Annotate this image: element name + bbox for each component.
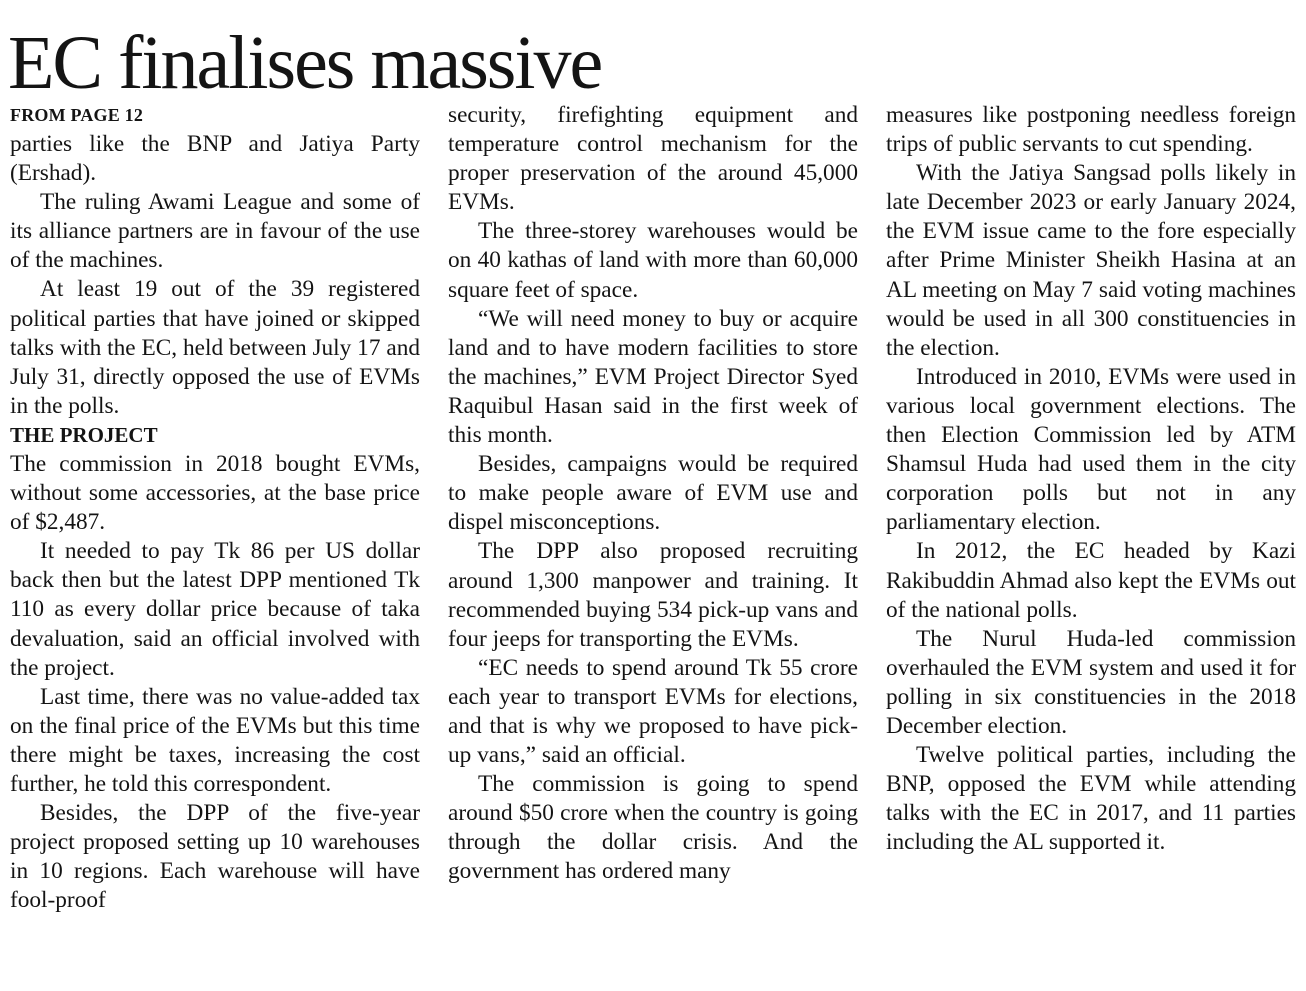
paragraph: Besides, campaigns would be required to make people aware of EVM use and dispel misconceptions. bbox=[448, 451, 858, 536]
paragraph: The commission is going to spend around $50 crore when the country is going through the dollar crisis. And the government has ordered many bbox=[448, 771, 858, 885]
paragraph: measures like postponing needless foreign trips of public servants to cut spending. bbox=[886, 102, 1296, 158]
paragraph: It needed to pay Tk 86 per US dollar back then but the latest DPP mentioned Tk 110 as every dollar price because of taka devaluation, said an official involved with the project. bbox=[10, 538, 420, 681]
paragraph: security, firefighting equipment and temperature control mechanism for the proper preservation of the around 45,000 EVMs. bbox=[448, 102, 858, 216]
paragraph: Introduced in 2010, EVMs were used in various local government elections. The then Election Commission led by ATM Shamsul Huda had used them in the city corporation polls but not in any parliamentary election. bbox=[886, 363, 1296, 536]
section-subhead: THE PROJECT bbox=[10, 422, 158, 447]
headline: EC finalises massive bbox=[8, 21, 602, 105]
paragraph: The commission in 2018 bought EVMs, without some accessories, at the base price of $2,487. bbox=[10, 450, 420, 536]
paragraph: Besides, the DPP of the five-year project proposed setting up 10 warehouses in 10 regions. Each warehouse will have fool-proof bbox=[10, 800, 420, 914]
paragraph: In 2012, the EC headed by Kazi Rakibuddin Ahmad also kept the EVMs out of the national polls. bbox=[886, 538, 1296, 623]
article-column-1 bbox=[10, 101, 420, 915]
article-column-2 bbox=[448, 101, 858, 887]
paragraph: The three-storey warehouses would be on 40 kathas of land with more than 60,000 square feet of space. bbox=[448, 218, 858, 303]
paragraph: parties like the BNP and Jatiya Party (Ershad). bbox=[10, 131, 420, 187]
paragraph: At least 19 out of the 39 registered political parties that have joined or skipped talks with the EC, held between July 17 and July 31, directly opposed the use of EVMs in the polls. bbox=[10, 276, 420, 419]
paragraph: “We will need money to buy or acquire land and to have modern facilities to store the machines,” EVM Project Director Syed Raquibul Hasan said in the first week of this month. bbox=[448, 305, 858, 449]
paragraph: Twelve political parties, including the BNP, opposed the EVM while attending talks with the EC in 2017, and 11 parties including the AL supported it. bbox=[886, 742, 1296, 856]
paragraph: The ruling Awami League and some of its alliance partners are in favour of the use of the machines. bbox=[10, 189, 420, 274]
paragraph: With the Jatiya Sangsad polls likely in late December 2023 or early January 2024, the EVM issue came to the fore especially after Prime Minister Sheikh Hasina at an AL meeting on May 7 said voting machines would be used in all 300 constituencies in the election. bbox=[886, 160, 1296, 361]
paragraph: Last time, there was no value-added tax on the final price of the EVMs but this time there might be taxes, increasing the cost further, he told this correspondent. bbox=[10, 683, 420, 797]
paragraph: The DPP also proposed recruiting around 1,300 manpower and training. It recommended buying 534 pick-up vans and four jeeps for transporting the EVMs. bbox=[448, 538, 858, 652]
paragraph: The Nurul Huda-led commission overhauled the EVM system and used it for polling in six constituencies in the 2018 December election. bbox=[886, 625, 1296, 739]
paragraph: “EC needs to spend around Tk 55 crore each year to transport EVMs for elections, and that is why we proposed to have pick-up vans,” said an official. bbox=[448, 654, 858, 769]
article-column-3 bbox=[886, 101, 1296, 857]
continuation-kicker: FROM PAGE 12 bbox=[10, 105, 144, 125]
